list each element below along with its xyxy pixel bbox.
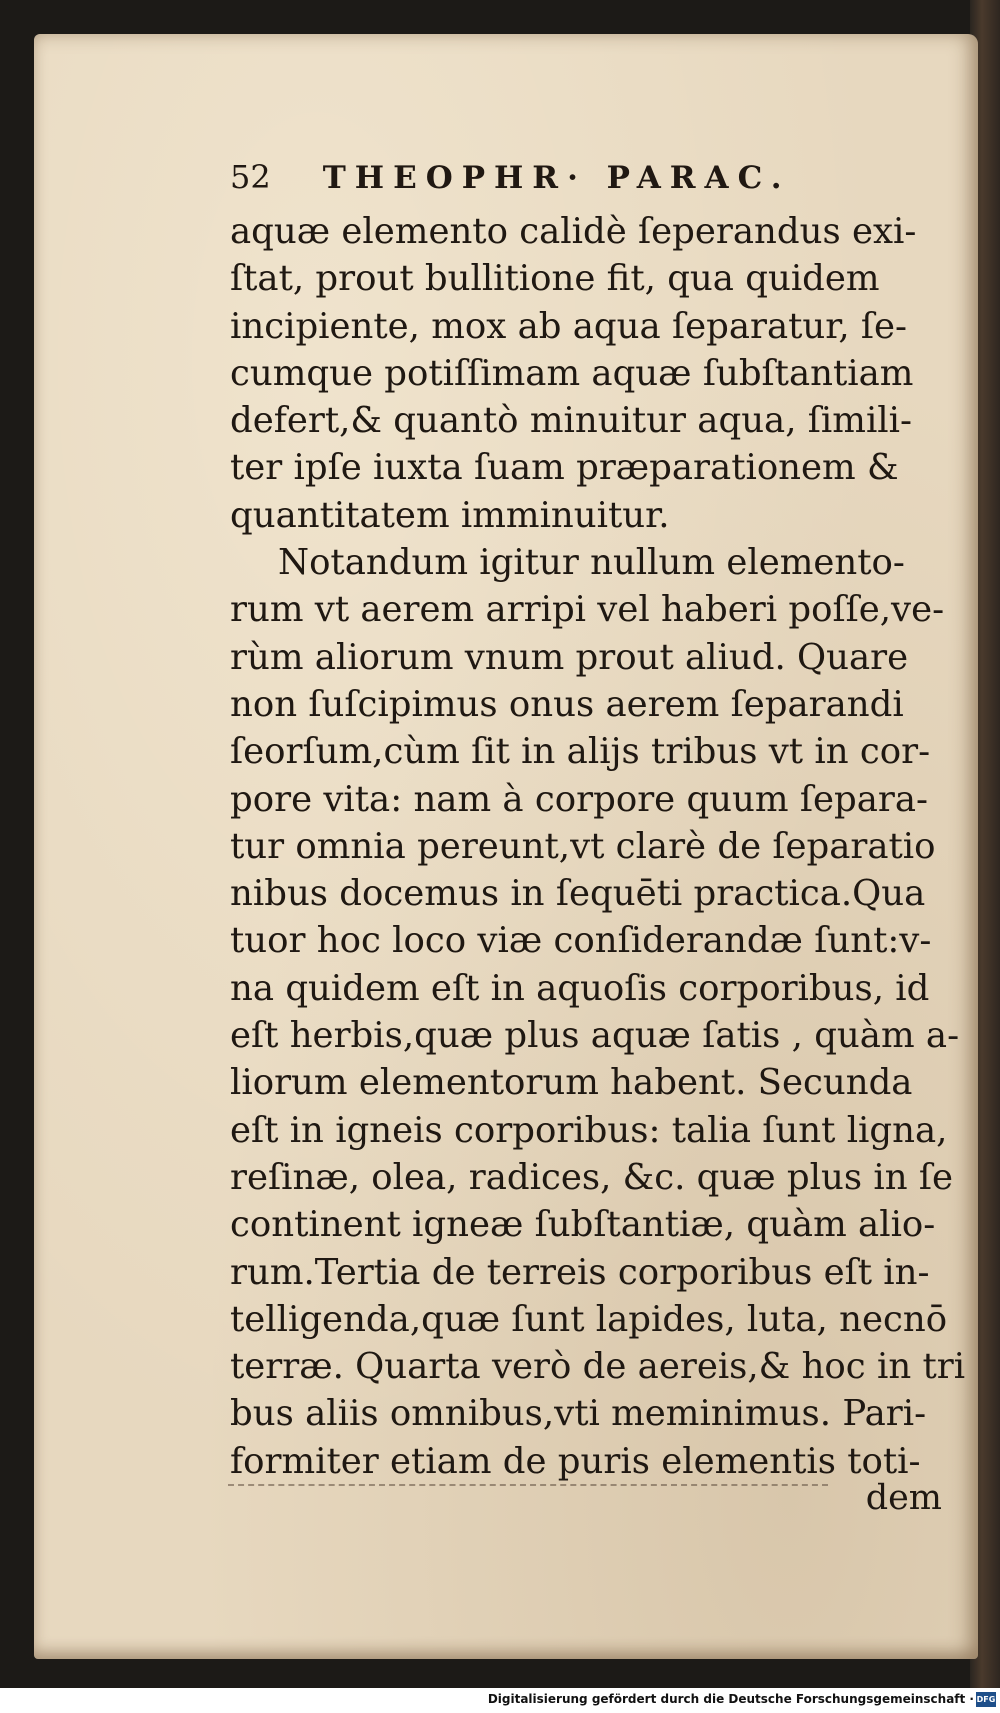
text-line: na quidem eſt in aquoſis corporibus, id	[230, 967, 930, 1009]
footer-credit: Digitalisierung gefördert durch die Deutsche Forschungsgemeinschaft ·	[487, 1692, 974, 1706]
text-line: ſtat, prout bullitione fit, qua quidem	[230, 258, 880, 300]
text-line: aquæ elemento calidè ſeperandus exi-	[230, 211, 917, 252]
text-line: bus aliis omnibus,vti meminimus. Pari-	[230, 1393, 927, 1435]
text-line: formiter etiam de puris elementis toti-	[230, 1440, 921, 1482]
text-line: terræ. Quarta verò de aereis,& hoc in tri	[230, 1346, 966, 1388]
paragraph-start-line: Notandum igitur nullum elemento-	[278, 542, 905, 584]
text-line: ſeorſum,cùm ſit in alijs tribus vt in cor-	[230, 731, 931, 773]
text-line: eſt herbis,quæ plus aquæ ſatis , quàm a-	[230, 1015, 960, 1057]
body-text	[230, 208, 966, 1485]
text-line: rum vt aerem arripi vel haberi poſſe,ve-	[230, 589, 945, 631]
text-line: rùm aliorum vnum prout aliud. Quare	[230, 636, 909, 678]
dfg-logo-icon: DFG	[976, 1692, 996, 1707]
text-line: reſinæ, olea, radices, &c. quæ plus in ſe	[230, 1156, 954, 1198]
text-line: rum.Tertia de terreis corporibus eſt in-	[230, 1251, 930, 1293]
text-line: pore vita: nam à corpore quum ſepara-	[230, 778, 929, 820]
text-line: continent igneæ ſubſtantiæ, quàm alio-	[230, 1204, 936, 1246]
text-line: telligenda,quæ ſunt lapides, luta, necnō	[230, 1298, 948, 1340]
page-header	[230, 158, 930, 198]
text-line: cumque potiſſimam aquæ ſubſtantiam	[230, 352, 914, 394]
bottom-rule	[228, 1484, 828, 1486]
text-line: non ſuſcipimus onus aerem ſeparandi	[230, 683, 904, 725]
text-line: liorum elementorum habent. Secunda	[230, 1062, 913, 1104]
digitization-footer	[0, 1688, 1000, 1713]
text-line: nibus docemus in ſequēti practica.Qua	[230, 873, 926, 915]
text-line: ter ipſe iuxta ſuam præparationem &	[230, 447, 899, 489]
page-number: 52	[230, 158, 271, 196]
text-line: quantitatem imminuitur.	[230, 494, 670, 536]
text-line: defert,& quantò minuitur aqua, ſimili-	[230, 400, 913, 442]
running-head: THEOPHR· PARAC.	[322, 160, 791, 196]
text-line: tur omnia pereunt,vt clarè de ſeparatio	[230, 825, 936, 867]
text-line: incipiente, mox ab aqua ſeparatur, ſe-	[230, 305, 908, 347]
catchword: dem	[865, 1478, 942, 1518]
text-line: tuor hoc loco viæ conſiderandæ ſunt:v-	[230, 920, 932, 962]
text-line: eſt in igneis corporibus: talia ſunt ligna,	[230, 1109, 948, 1151]
